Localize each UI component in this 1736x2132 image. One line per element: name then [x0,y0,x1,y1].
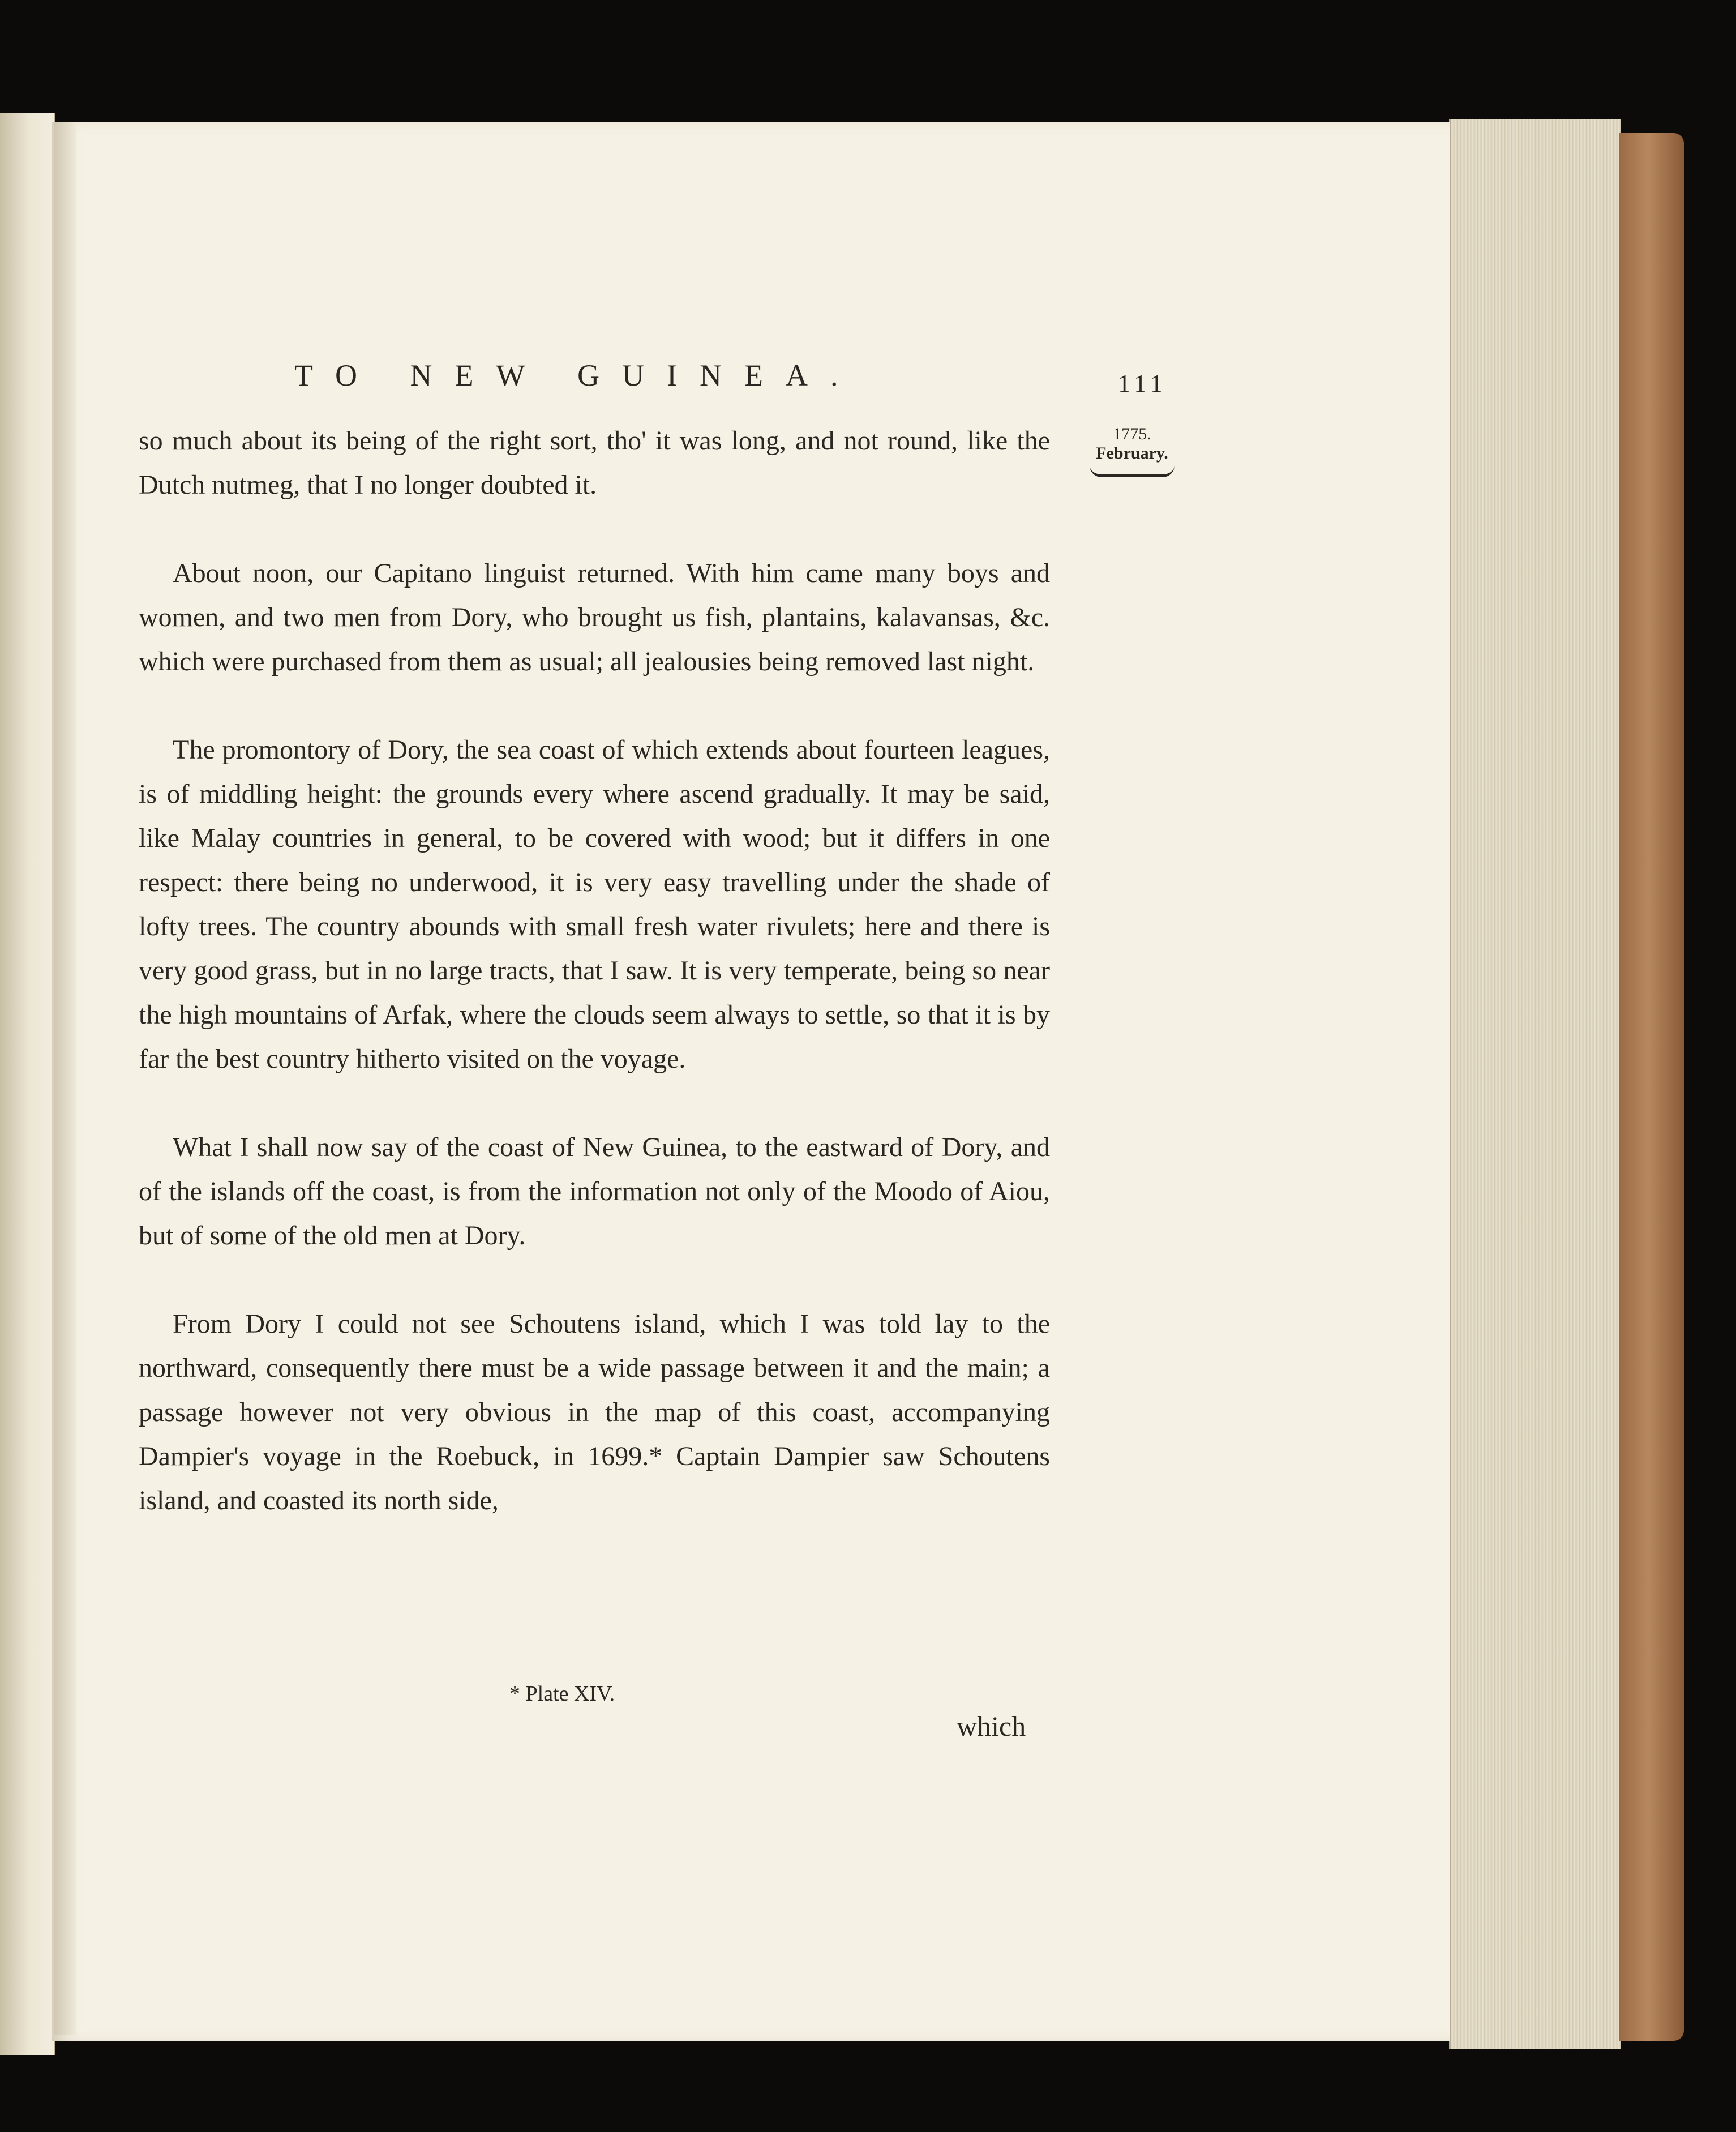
body-text [139,419,1050,1567]
book-cover [1619,133,1684,2041]
margin-note-month: February. [1096,444,1168,463]
gutter-shadow [54,122,76,2035]
footnote: * Plate XIV. [509,1682,615,1706]
brace-icon [1090,465,1175,477]
margin-note [1075,425,1189,477]
paragraph: From Dory I could not see Schoutens island, which I was told lay to the northward, consequently there must be a wide passage between it and the main; a passage however not very obvious in the map of this coast, accompanying Dampier's voyage in the Roebuck, in 1699.* Captain Dampier saw Schoutens island, and coasted its north side, [139,1309,1050,1515]
margin-note-year: 1775. [1113,425,1151,443]
catchword: which [957,1710,1026,1742]
running-head: TO NEW GUINEA. [294,358,861,392]
left-page-edge [0,113,55,2055]
paragraph: What I shall now say of the coast of New Guinea, to the eastward of Dory, and of the islands off the coast, is from the information not only of the Moodo of Aiou, but of some of the old men at Dory. [139,1132,1050,1251]
paragraph: The promontory of Dory, the sea coast of which extends about fourteen leagues, is of middling height: the grounds every where ascend gradually. It may be said, like Malay countries in general, to be covered with wood; but it differs in one respect: there being no underwood, it is very easy travelling under the shade of lofty trees. The country abounds with small fresh water rivulets; here and there is very good grass, but in no large tracts, that I saw. It is very temperate, being so near the high mountains of Arfak, where the clouds seem always to settle, so that it is by far the best country hitherto visited on the voyage. [139,735,1050,1074]
paragraph: About noon, our Capitano linguist returned. With him came many boys and women, and two men from Dory, who brought us fish, plantains, kalavansas, &c. which were purchased from them as usual; all jealousies being removed last night. [139,558,1050,677]
page-block-edge [1449,119,1621,2049]
page-number: 111 [1118,370,1167,397]
paragraph: so much about its being of the right sort, tho' it was long, and not round, like the Dutch nutmeg, that I no longer doubted it. [139,426,1050,500]
